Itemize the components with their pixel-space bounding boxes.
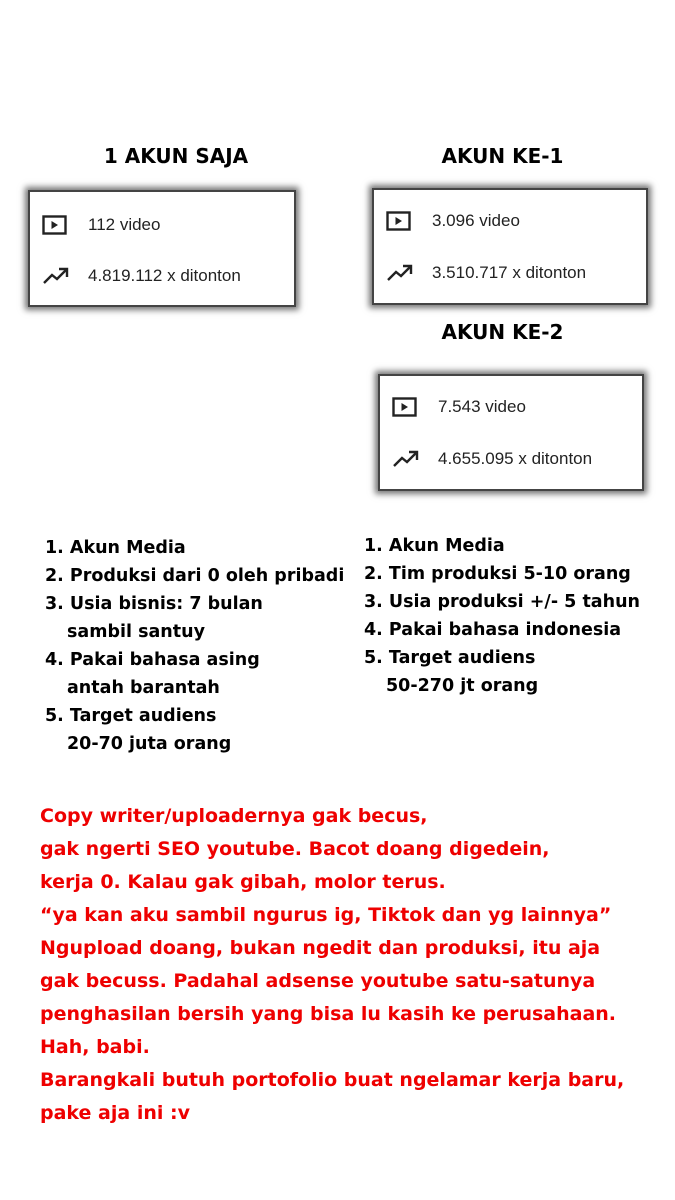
list-item: 2. Produksi dari 0 oleh pribadi: [45, 566, 345, 586]
right1-videos-stat: [386, 210, 520, 232]
complaint-line: Barangkali butuh portofolio buat ngelamar kerja baru,: [40, 1069, 625, 1091]
trending-up-icon: [42, 265, 70, 287]
list-item: 1. Akun Media: [45, 538, 186, 558]
right-heading-2: AKUN KE-2: [441, 320, 564, 344]
left-views-count: 4.819.112 x ditonton: [88, 266, 241, 285]
complaint-line: kerja 0. Kalau gak gibah, molor terus.: [40, 871, 446, 893]
right1-views-stat: [386, 262, 586, 284]
left-comparison-list: [45, 534, 344, 758]
right-comparison-list: [364, 532, 640, 700]
list-item: 4. Pakai bahasa indonesia: [364, 620, 622, 640]
left-videos-stat: [42, 214, 160, 236]
right2-views-stat: [392, 448, 592, 470]
complaint-paragraph: [40, 800, 665, 1130]
trending-up-icon: [386, 262, 414, 284]
list-item: 5. Target audiens 20-70 juta orang: [45, 706, 232, 754]
complaint-line: Copy writer/uploadernya gak becus,: [40, 805, 428, 827]
left-videos-count: 112 video: [88, 215, 161, 234]
left-heading: 1 AKUN SAJA: [103, 144, 249, 168]
list-item: 2. Tim produksi 5-10 orang: [364, 564, 631, 584]
complaint-line: “ya kan aku sambil ngurus ig, Tiktok dan yg lainnya”: [40, 904, 612, 926]
play-box-icon: [386, 210, 414, 232]
complaint-line: penghasilan bersih yang bisa lu kasih ke perusahaan.: [40, 1003, 617, 1025]
list-item: 3. Usia produksi +/- 5 tahun: [364, 592, 640, 612]
play-box-icon: [392, 396, 420, 418]
left-views-stat: [42, 265, 241, 287]
complaint-line: Hah, babi.: [40, 1036, 150, 1058]
list-item: 3. Usia bisnis: 7 bulan sambil santuy: [45, 594, 263, 642]
complaint-line: gak ngerti SEO youtube. Bacot doang digedein,: [40, 838, 550, 860]
complaint-line: Ngupload doang, bukan ngedit dan produksi, itu aja: [40, 937, 601, 959]
right2-views-count: 4.655.095 x ditonton: [438, 449, 593, 468]
right2-videos-count: 7.543 video: [438, 397, 526, 416]
right-heading-1: AKUN KE-1: [441, 144, 564, 168]
list-item: 1. Akun Media: [364, 536, 505, 556]
right1-views-count: 3.510.717 x ditonton: [432, 263, 587, 282]
right-stats-card-1: [372, 188, 648, 305]
right1-videos-count: 3.096 video: [432, 211, 520, 230]
list-item: 5. Target audiens 50-270 jt orang: [364, 648, 539, 696]
play-box-icon: [42, 214, 70, 236]
right2-videos-stat: [392, 396, 526, 418]
complaint-line: pake aja ini :v: [40, 1102, 190, 1124]
right-stats-card-2: [378, 374, 644, 491]
trending-up-icon: [392, 448, 420, 470]
left-stats-card: [28, 190, 296, 307]
complaint-line: gak becuss. Padahal adsense youtube satu-satunya: [40, 970, 596, 992]
list-item: 4. Pakai bahasa asing antah barantah: [45, 650, 260, 698]
